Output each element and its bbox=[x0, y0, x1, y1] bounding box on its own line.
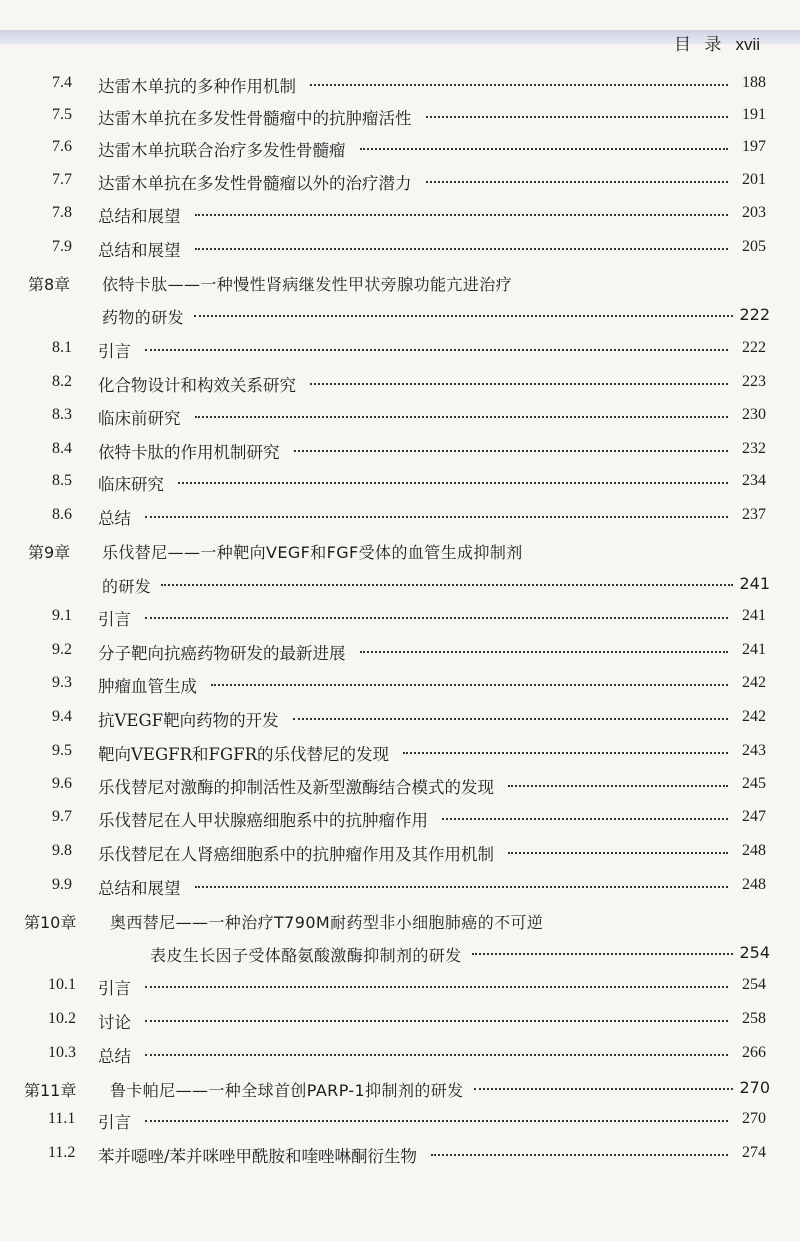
dot-leader bbox=[145, 617, 728, 619]
header-label: 目 录 bbox=[674, 35, 726, 55]
section-title: 苯并噁唑/苯并咪唑甲酰胺和喹唑啉酮衍生物 bbox=[98, 1147, 418, 1166]
section-title: 达雷木单抗的多种作用机制 bbox=[98, 77, 296, 96]
section-title: 抗VEGF靶向药物的开发 bbox=[98, 711, 279, 730]
toc-entry[interactable] bbox=[0, 435, 800, 465]
section-title: 引言 bbox=[98, 979, 131, 998]
page-number: 234 bbox=[742, 472, 766, 489]
dot-leader bbox=[426, 181, 729, 183]
section-title: 乐伐替尼在人肾癌细胞系中的抗肿瘤作用及其作用机制 bbox=[98, 845, 494, 864]
section-title: 总结和展望 bbox=[98, 241, 181, 260]
dot-leader bbox=[403, 752, 728, 754]
toc-entry[interactable] bbox=[0, 1105, 800, 1135]
dot-leader bbox=[178, 482, 728, 484]
section-title: 化合物设计和构效关系研究 bbox=[98, 376, 296, 395]
chapter-title: 奥西替尼——一种治疗T790M耐药型非小细胞肺癌的不可逆 bbox=[110, 913, 544, 932]
section-title: 临床前研究 bbox=[98, 409, 181, 428]
section-number: 8.1 bbox=[52, 339, 72, 356]
dot-leader bbox=[195, 214, 729, 216]
dot-leader bbox=[145, 986, 728, 988]
section-number: 7.8 bbox=[52, 204, 72, 221]
section-title: 乐伐替尼在人甲状腺癌细胞系中的抗肿瘤作用 bbox=[98, 811, 428, 830]
section-title: 乐伐替尼对激酶的抑制活性及新型激酶结合模式的发现 bbox=[98, 778, 494, 797]
toc-entry[interactable] bbox=[0, 467, 800, 497]
dot-leader bbox=[145, 1120, 728, 1122]
section-number: 9.5 bbox=[52, 742, 72, 759]
section-number: 8.2 bbox=[52, 373, 72, 390]
dot-leader bbox=[508, 852, 728, 854]
dot-leader bbox=[293, 718, 728, 720]
page-number: 241 bbox=[742, 641, 766, 658]
page-number: 266 bbox=[742, 1044, 766, 1061]
page-number: 241 bbox=[742, 607, 766, 624]
dot-leader bbox=[145, 1020, 728, 1022]
page-number: 237 bbox=[742, 506, 766, 523]
section-title: 总结 bbox=[98, 1047, 131, 1066]
section-number: 7.4 bbox=[52, 74, 72, 91]
dot-leader bbox=[294, 450, 729, 452]
section-number: 7.6 bbox=[52, 138, 72, 155]
toc-entry[interactable] bbox=[0, 334, 800, 364]
chapter-title-line2: 药物的研发 bbox=[102, 308, 185, 327]
page-number: 254 bbox=[739, 943, 770, 962]
section-number: 10.3 bbox=[48, 1044, 76, 1061]
chapter-title: 依特卡肽——一种慢性肾病继发性甲状旁腺功能亢进治疗 bbox=[102, 275, 513, 294]
section-title: 靶向VEGFR和FGFR的乐伐替尼的发现 bbox=[98, 745, 390, 764]
page-number: 274 bbox=[742, 1144, 766, 1161]
toc-entry[interactable] bbox=[0, 501, 800, 531]
toc-entry[interactable] bbox=[0, 971, 800, 1001]
section-number: 7.7 bbox=[52, 171, 72, 188]
section-number: 9.2 bbox=[52, 641, 72, 658]
dot-leader bbox=[474, 1088, 734, 1090]
toc-entry[interactable] bbox=[0, 1005, 800, 1035]
toc-entry[interactable] bbox=[0, 636, 800, 666]
dot-leader bbox=[360, 148, 729, 150]
dot-leader bbox=[195, 416, 729, 418]
toc-entry[interactable] bbox=[0, 737, 800, 767]
section-title: 分子靶向抗癌药物研发的最新进展 bbox=[98, 644, 346, 663]
section-number: 9.4 bbox=[52, 708, 72, 725]
toc-entry[interactable] bbox=[0, 166, 800, 196]
toc-entry[interactable] bbox=[0, 669, 800, 699]
toc-entry[interactable] bbox=[0, 837, 800, 867]
dot-leader bbox=[145, 516, 728, 518]
chapter-heading-continued[interactable] bbox=[0, 569, 800, 599]
page-number: 258 bbox=[742, 1010, 766, 1027]
page-number: 245 bbox=[742, 775, 766, 792]
chapter-heading[interactable] bbox=[0, 1073, 800, 1103]
section-title: 达雷木单抗在多发性骨髓瘤以外的治疗潜力 bbox=[98, 174, 412, 193]
dot-leader bbox=[194, 315, 733, 317]
toc-entry[interactable] bbox=[0, 233, 800, 263]
page-number: 197 bbox=[742, 138, 766, 155]
section-title: 讨论 bbox=[98, 1013, 131, 1032]
dot-leader bbox=[195, 248, 729, 250]
dot-leader bbox=[161, 584, 733, 586]
page-number: 270 bbox=[739, 1078, 770, 1097]
page-number: 222 bbox=[742, 339, 766, 356]
section-title: 达雷木单抗在多发性骨髓瘤中的抗肿瘤活性 bbox=[98, 109, 412, 128]
section-title: 临床研究 bbox=[98, 475, 164, 494]
section-number: 11.1 bbox=[48, 1110, 76, 1127]
page-number: 241 bbox=[739, 574, 770, 593]
chapter-title: 鲁卡帕尼——一种全球首创PARP-1抑制剂的研发 bbox=[110, 1081, 464, 1100]
page-number: 203 bbox=[742, 204, 766, 221]
toc-entry[interactable] bbox=[0, 803, 800, 833]
page-number: 243 bbox=[742, 742, 766, 759]
page-number: 230 bbox=[742, 406, 766, 423]
section-number: 9.3 bbox=[52, 674, 72, 691]
chapter-number: 第9章 bbox=[28, 543, 71, 562]
toc-entry[interactable] bbox=[0, 101, 800, 131]
toc-entry[interactable] bbox=[0, 69, 800, 99]
chapter-title-line2: 表皮生长因子受体酪氨酸激酶抑制剂的研发 bbox=[150, 946, 462, 965]
chapter-number: 第8章 bbox=[28, 275, 71, 294]
dot-leader bbox=[145, 349, 728, 351]
chapter-heading[interactable] bbox=[0, 535, 800, 565]
chapter-title-line2: 的研发 bbox=[102, 577, 152, 596]
dot-leader bbox=[472, 953, 734, 955]
dot-leader bbox=[442, 818, 728, 820]
section-title: 引言 bbox=[98, 610, 131, 629]
dot-leader bbox=[310, 383, 728, 385]
chapter-number: 第10章 bbox=[24, 913, 77, 932]
toc-entry[interactable] bbox=[0, 368, 800, 398]
dot-leader bbox=[310, 84, 728, 86]
chapter-heading-continued[interactable] bbox=[0, 938, 800, 968]
section-title: 肿瘤血管生成 bbox=[98, 677, 197, 696]
page-number: 242 bbox=[742, 674, 766, 691]
chapter-heading-continued[interactable] bbox=[0, 300, 800, 330]
section-title: 依特卡肽的作用机制研究 bbox=[98, 443, 280, 462]
section-number: 8.6 bbox=[52, 506, 72, 523]
section-number: 10.2 bbox=[48, 1010, 76, 1027]
page-number: 248 bbox=[742, 876, 766, 893]
section-number: 7.9 bbox=[52, 238, 72, 255]
chapter-number: 第11章 bbox=[24, 1081, 77, 1100]
dot-leader bbox=[195, 886, 729, 888]
toc-entry[interactable] bbox=[0, 133, 800, 163]
dot-leader bbox=[145, 1054, 728, 1056]
page-number: 222 bbox=[739, 305, 770, 324]
page-number: 248 bbox=[742, 842, 766, 859]
section-title: 引言 bbox=[98, 342, 131, 361]
section-number: 8.4 bbox=[52, 440, 72, 457]
page-number: 270 bbox=[742, 1110, 766, 1127]
section-title: 总结和展望 bbox=[98, 879, 181, 898]
section-number: 8.3 bbox=[52, 406, 72, 423]
chapter-heading[interactable] bbox=[0, 267, 800, 297]
section-title: 总结 bbox=[98, 509, 131, 528]
page-number: 254 bbox=[742, 976, 766, 993]
dot-leader bbox=[360, 651, 729, 653]
section-number: 9.9 bbox=[52, 876, 72, 893]
toc-entry[interactable] bbox=[0, 1139, 800, 1169]
section-number: 7.5 bbox=[52, 106, 72, 123]
dot-leader bbox=[431, 1154, 728, 1156]
section-number: 9.1 bbox=[52, 607, 72, 624]
section-title: 总结和展望 bbox=[98, 207, 181, 226]
section-title: 达雷木单抗联合治疗多发性骨髓瘤 bbox=[98, 141, 346, 160]
toc-entry[interactable] bbox=[0, 703, 800, 733]
toc-entry[interactable] bbox=[0, 871, 800, 901]
dot-leader bbox=[211, 684, 728, 686]
header-page-number: xvii bbox=[735, 35, 760, 54]
toc-entry[interactable] bbox=[0, 199, 800, 229]
page-number: 232 bbox=[742, 440, 766, 457]
section-number: 8.5 bbox=[52, 472, 72, 489]
page-number: 188 bbox=[742, 74, 766, 91]
page-number: 223 bbox=[742, 373, 766, 390]
page-number: 205 bbox=[742, 238, 766, 255]
section-number: 10.1 bbox=[48, 976, 76, 993]
page-number: 191 bbox=[742, 106, 766, 123]
page-number: 247 bbox=[742, 808, 766, 825]
toc-entry[interactable] bbox=[0, 1039, 800, 1069]
chapter-title: 乐伐替尼——一种靶向VEGF和FGF受体的血管生成抑制剂 bbox=[102, 543, 523, 562]
section-number: 11.2 bbox=[48, 1144, 76, 1161]
page-number: 201 bbox=[742, 171, 766, 188]
toc-entry[interactable] bbox=[0, 770, 800, 800]
section-number: 9.6 bbox=[52, 775, 72, 792]
page-number: 242 bbox=[742, 708, 766, 725]
section-number: 9.8 bbox=[52, 842, 72, 859]
section-number: 9.7 bbox=[52, 808, 72, 825]
toc-entry[interactable] bbox=[0, 401, 800, 431]
toc-entry[interactable] bbox=[0, 602, 800, 632]
dot-leader bbox=[508, 785, 728, 787]
dot-leader bbox=[426, 116, 729, 118]
chapter-heading[interactable] bbox=[0, 905, 800, 935]
section-title: 引言 bbox=[98, 1113, 131, 1132]
